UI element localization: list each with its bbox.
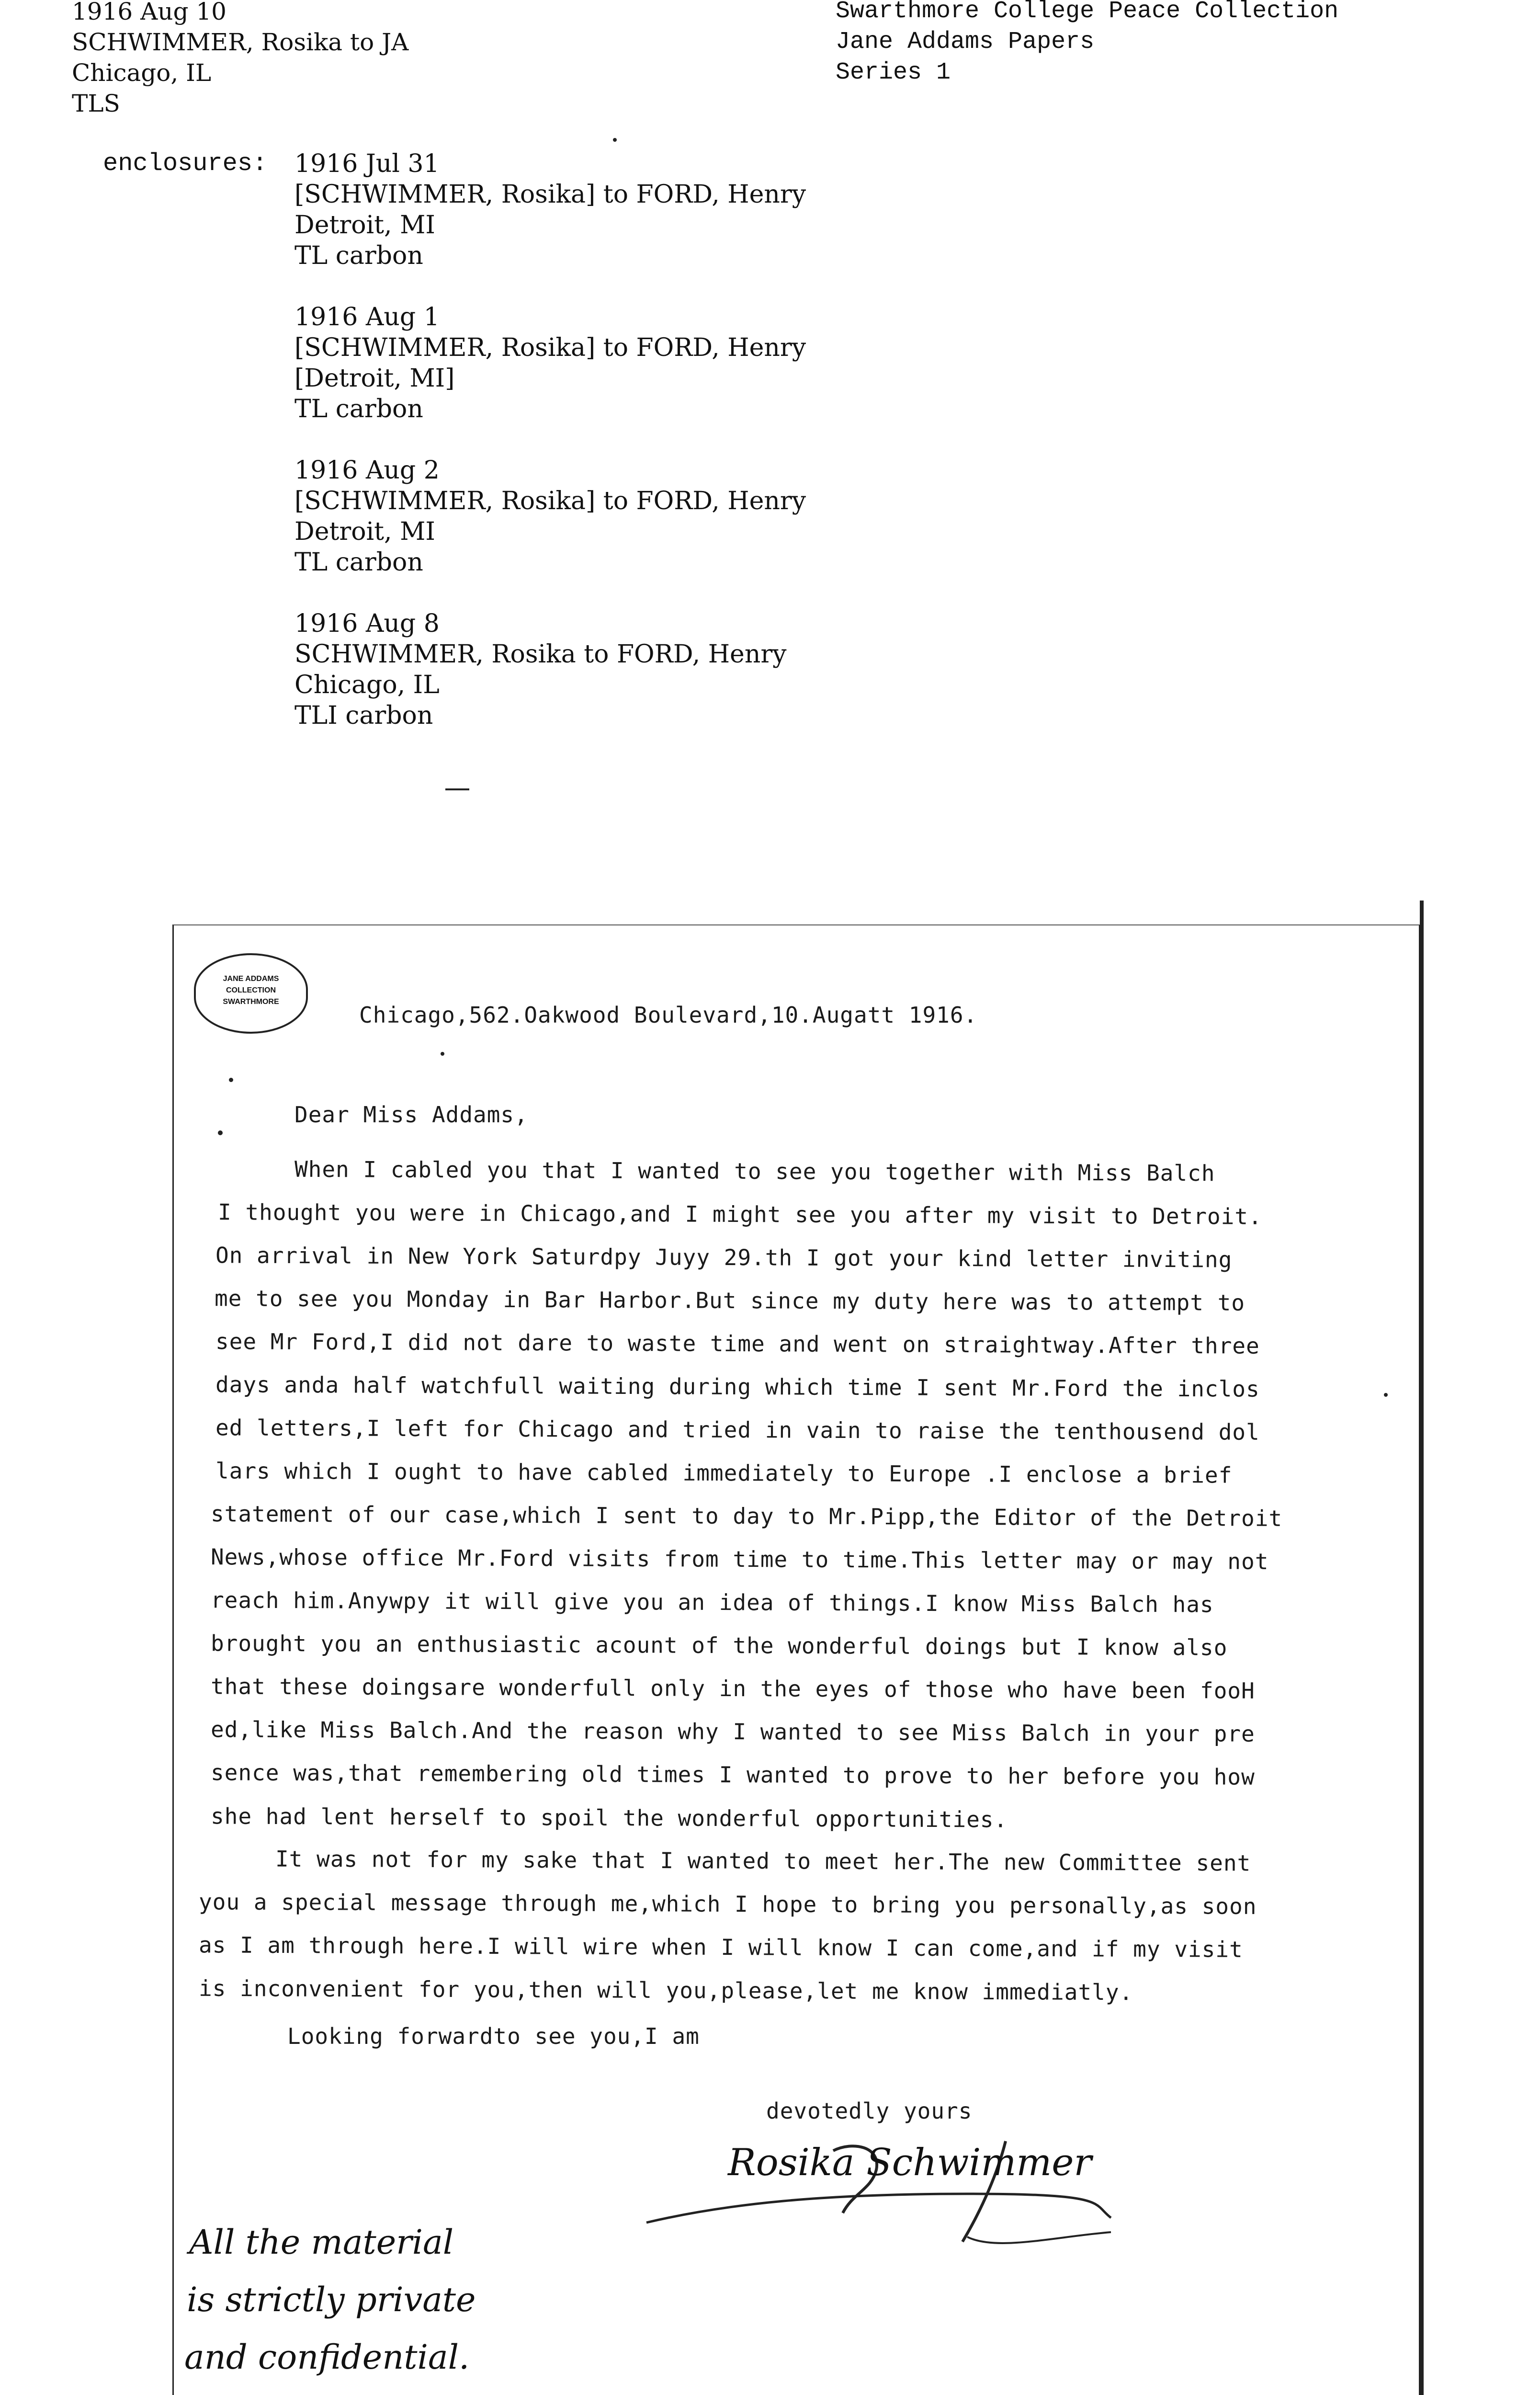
enclosure-type: TL carbon — [294, 395, 423, 423]
item-type: TLS — [72, 90, 120, 117]
enclosure-date: 1916 Aug 2 — [294, 456, 440, 485]
letter-line: Looking forwardto see you,I am — [287, 2023, 700, 2049]
scan-speck — [229, 1078, 233, 1082]
letter-closing: devotedly yours — [766, 2098, 973, 2124]
enclosure-type: TLI carbon — [294, 701, 433, 730]
enclosure-correspondents: [SCHWIMMER, Rosika] to FORD, Henry — [294, 333, 806, 362]
enclosure-correspondents: [SCHWIMMER, Rosika] to FORD, Henry — [294, 487, 806, 515]
letter-line: sence was,that remembering old times I wanted to prove to her before you how — [210, 1759, 1255, 1790]
enclosure-date: 1916 Aug 8 — [294, 609, 440, 638]
separator-dash — [445, 788, 469, 790]
collection-name: Swarthmore College Peace Collection — [836, 0, 1339, 25]
archive-header-left — [72, 0, 408, 119]
letter-line: News,whose office Mr.Ford visits from time to time.This letter may or may not — [210, 1544, 1269, 1574]
letter-line: as I am through here.I will wire when I will know I can come,and if my visit — [198, 1932, 1243, 1962]
enclosure-type: TL carbon — [294, 241, 423, 270]
letter-line: reach him.Anywpy it will give you an idea of things.I know Miss Balch has — [210, 1587, 1214, 1618]
signature-text: Rosika Schwimmer — [728, 2141, 1092, 2184]
letter-line: days anda half watchfull waiting during which time I sent Mr.Ford the inclos — [215, 1371, 1260, 1402]
stamp-line: SWARTHMORE — [223, 998, 279, 1006]
letter-line: ed letters,I left for Chicago and tried in vain to raise the tenthousend dol — [215, 1414, 1260, 1445]
scan-speck — [218, 1130, 223, 1135]
enclosure-item — [294, 148, 806, 271]
stamp-line: JANE ADDAMS — [223, 975, 279, 983]
enclosure-place: Detroit, MI — [294, 211, 435, 240]
letter-line: I thought you were in Chicago,and I might see you after my visit to Detroit. — [217, 1199, 1262, 1230]
letter-dateline: Chicago,562.Oakwood Boulevard,10.Augatt 1916. — [359, 1002, 978, 1028]
enclosure-item — [294, 608, 787, 731]
enclosure-item — [294, 455, 806, 578]
letter-line: statement of our case,which I sent to day to Mr.Pipp,the Editor of the Detroit — [210, 1501, 1283, 1531]
enclosure-correspondents: [SCHWIMMER, Rosika] to FORD, Henry — [294, 180, 806, 209]
letter-line: brought you an enthusiastic acount of the wonderful doings but I know also — [210, 1630, 1228, 1661]
enclosures-label: enclosures: — [103, 149, 268, 178]
stamp-line: COLLECTION — [226, 986, 276, 994]
letter-line: ed,like Miss Balch.And the reason why I wanted to see Miss Balch in your pre — [210, 1716, 1255, 1747]
enclosure-item — [294, 302, 806, 424]
letter-line: lars which I ought to have cabled immediately to Europe .I enclose a brief — [215, 1458, 1233, 1488]
item-correspondents: SCHWIMMER, Rosika to JA — [72, 28, 409, 56]
enclosure-place: Chicago, IL — [294, 671, 440, 699]
handwritten-note-line: is strictly private — [187, 2280, 476, 2319]
scan-speck — [441, 1052, 444, 1056]
papers-name: Jane Addams Papers — [836, 28, 1095, 56]
archive-header-right — [836, 0, 1338, 88]
letter-line: that these doingsare wonderfull only in the eyes of those who have been fooH — [210, 1673, 1255, 1704]
letter-line: she had lent herself to spoil the wonderful opportunities. — [210, 1803, 1008, 1833]
letter-line: On arrival in New York Saturdpy Juyy 29.th I got your kind letter inviting — [215, 1242, 1233, 1273]
sheet-edge — [1420, 901, 1424, 2395]
enclosure-date: 1916 Aug 1 — [294, 303, 440, 331]
letter-line: It was not for my sake that I wanted to meet her.The new Committee sent — [275, 1846, 1251, 1876]
letter-line: me to see you Monday in Bar Harbor.But since my duty here was to attempt to — [214, 1285, 1246, 1316]
scan-speck — [613, 138, 617, 142]
handwritten-note-line: All the material — [189, 2223, 454, 2262]
enclosure-correspondents: SCHWIMMER, Rosika to FORD, Henry — [294, 640, 787, 669]
collection-stamp — [194, 953, 308, 1034]
letter-line: is inconvenient for you,then will you,please,let me know immediatly. — [198, 1975, 1133, 2006]
enclosure-type: TL carbon — [294, 548, 423, 577]
letter-line: you a special message through me,which I hope to bring you personally,as soon — [198, 1889, 1257, 1919]
item-date: 1916 Aug 10 — [72, 0, 226, 25]
enclosure-date: 1916 Jul 31 — [294, 149, 440, 178]
letter-line: see Mr Ford,I did not dare to waste time and went on straightway.After three — [215, 1328, 1260, 1359]
scan-speck — [1384, 1393, 1388, 1397]
enclosure-place: Detroit, MI — [294, 517, 435, 546]
letter-salutation: Dear Miss Addams, — [294, 1102, 528, 1128]
handwritten-note-line: and confidential. — [184, 2338, 470, 2377]
enclosure-place: [Detroit, MI] — [294, 364, 455, 393]
series-name: Series 1 — [836, 59, 951, 86]
item-place: Chicago, IL — [72, 59, 212, 87]
letter-line: When I cabled you that I wanted to see you together with Miss Balch — [294, 1156, 1215, 1186]
